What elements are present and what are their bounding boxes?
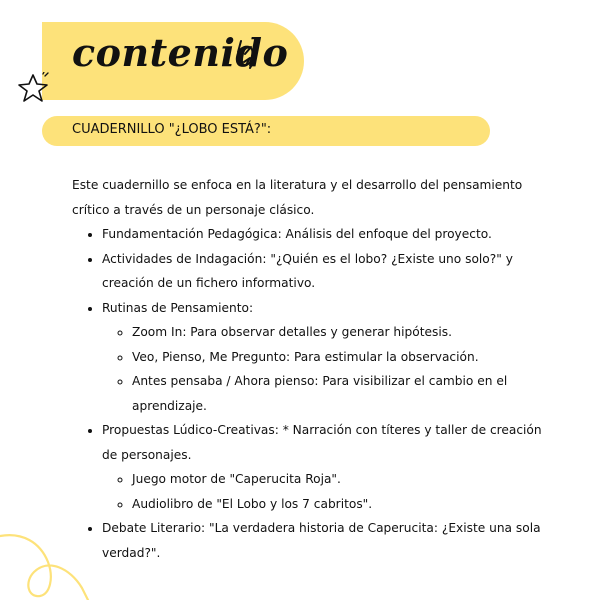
content-body bbox=[72, 173, 542, 565]
intro-paragraph: Este cuadernillo se enfoca en la literatura y el desarrollo del pensamiento crítico a través de un personaje clásico. bbox=[72, 178, 523, 217]
list-item: • Propuestas Lúdico-Creativas: * Narración con títeres y taller de creación de personajes. ◦ Juego motor de "Caperucita Roja". ◦ Audiolibro de "El Lobo y los 7 cabritos". bbox=[102, 418, 542, 516]
sublist-item: ◦ Audiolibro de "El Lobo y los 7 cabritos". bbox=[132, 492, 542, 517]
sublist-item: ◦ Zoom In: Para observar detalles y generar hipótesis. bbox=[132, 320, 542, 345]
topics-list bbox=[72, 222, 542, 565]
star-icon bbox=[16, 72, 50, 104]
sublist-item: ◦ Antes pensaba / Ahora pienso: Para visibilizar el cambio en el aprendizaje. bbox=[132, 369, 542, 418]
squiggle-decoration bbox=[0, 500, 110, 600]
section-title: CUADERNILLO "¿LOBO ESTÁ?": bbox=[72, 122, 272, 137]
list-item: • Fundamentación Pedagógica: Análisis del enfoque del proyecto. bbox=[102, 222, 542, 247]
sublist-item: ◦ Juego motor de "Caperucita Roja". bbox=[132, 467, 542, 492]
list-item: • Debate Literario: "La verdadera historia de Caperucita: ¿Existe una sola verdad?". bbox=[102, 516, 542, 565]
list-item: • Actividades de Indagación: "¿Quién es el lobo? ¿Existe uno solo?" y creación de un fichero informativo. bbox=[102, 247, 542, 296]
sublist-item: ◦ Veo, Pienso, Me Pregunto: Para estimular la observación. bbox=[132, 345, 542, 370]
list-item: • Rutinas de Pensamiento: ◦ Zoom In: Para observar detalles y generar hipótesis. ◦ Veo, Pienso, Me Pregunto: Para estimular la observación. ◦ Antes pensaba / Ahora pienso: Para visibilizar el cambio en el aprendizaje. bbox=[102, 296, 542, 419]
sublist bbox=[102, 320, 542, 418]
sublist bbox=[102, 467, 542, 516]
page-title: contenido bbox=[72, 30, 289, 75]
sparkle-icon bbox=[232, 38, 268, 72]
